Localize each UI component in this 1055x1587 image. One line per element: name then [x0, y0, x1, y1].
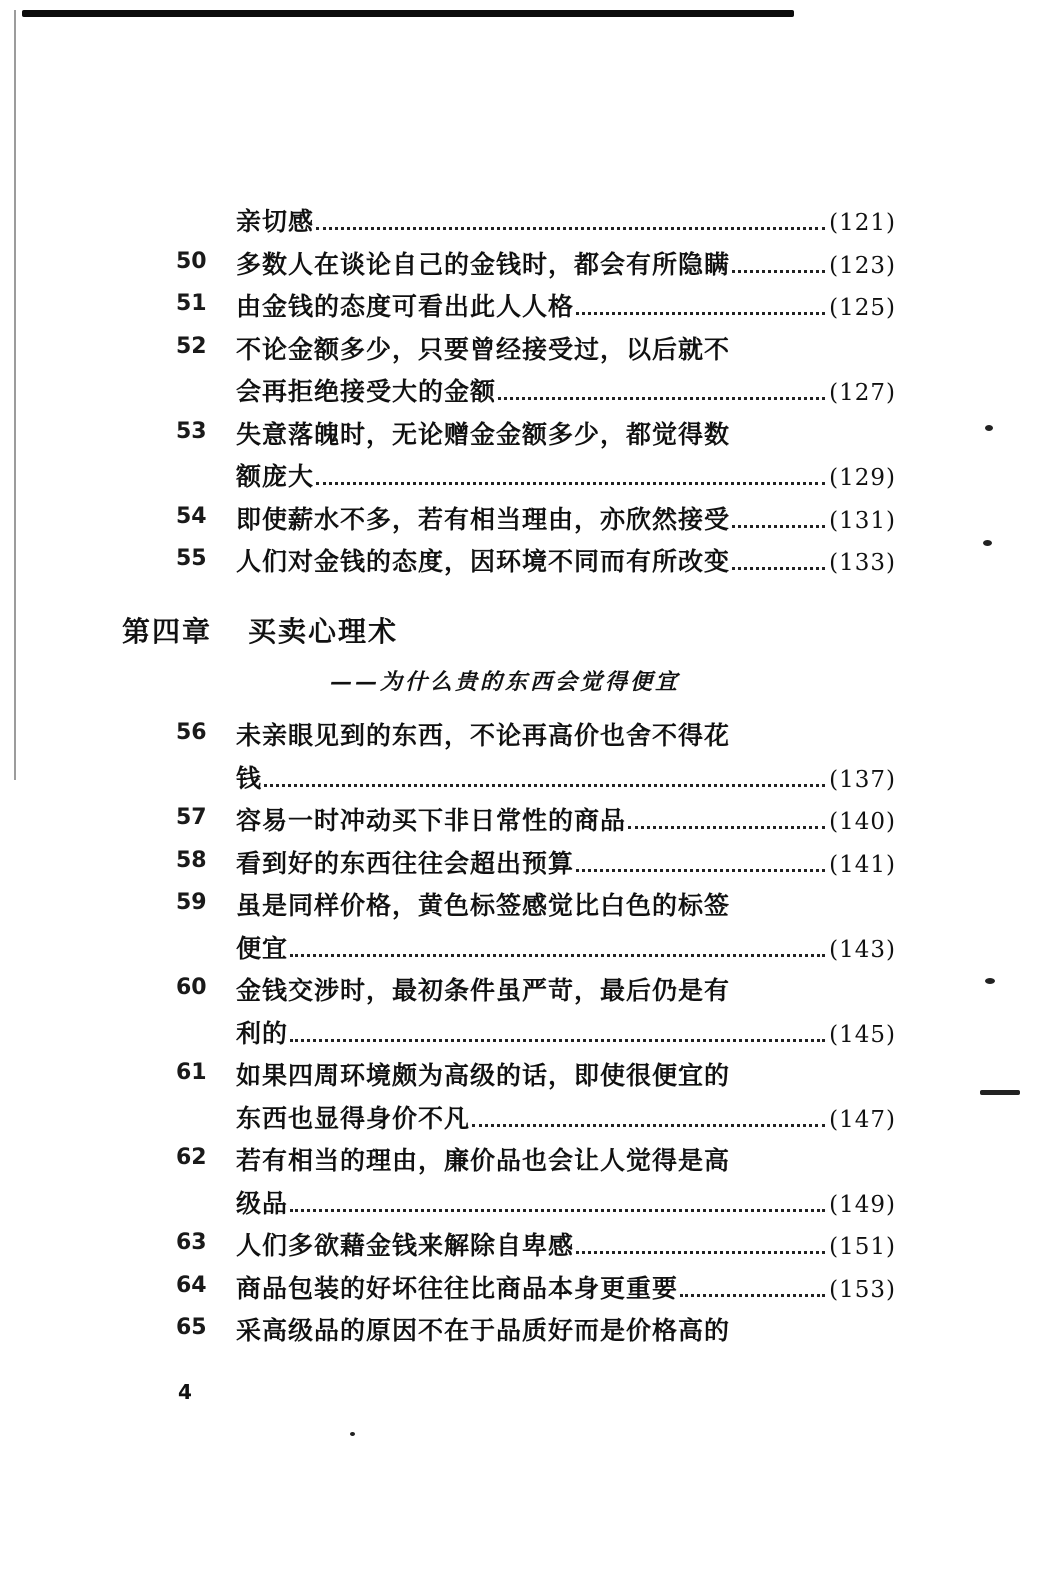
entry-text-line [236, 844, 896, 884]
entry-page-number: (141) [829, 851, 896, 878]
chapter-heading [122, 610, 398, 650]
entry-page-number: (143) [829, 936, 896, 963]
entry-title: 额庞大 [236, 462, 315, 491]
entry-number: 63 [176, 1230, 207, 1255]
entry-text-line [236, 716, 896, 756]
toc-entry-line [0, 1141, 1055, 1183]
entry-text-line [236, 801, 896, 841]
toc-entry-line [0, 202, 1055, 244]
dot-leader [576, 1251, 825, 1254]
entry-page-number: (123) [829, 252, 896, 279]
entry-page-number: (137) [829, 766, 896, 793]
scan-speck [980, 1090, 1020, 1095]
entry-number: 64 [176, 1272, 207, 1298]
entry-title: 看到好的东西往往会超出预算 [236, 848, 575, 878]
entry-text-line [236, 202, 896, 242]
entry-number: 56 [176, 720, 207, 745]
page-number: 4 [178, 1380, 192, 1404]
entry-text-line [236, 500, 896, 540]
dot-leader [628, 826, 825, 829]
entry-title: 人们对金钱的态度，因环境不同而有所改变 [236, 547, 731, 576]
entry-page-number: (153) [829, 1276, 896, 1303]
entry-title: 级品 [236, 1188, 289, 1218]
entry-title: 不论金额多少，只要曾经接受过，以后就不 [236, 334, 731, 364]
entry-title: 会再拒绝接受大的金额 [236, 377, 497, 406]
entry-page-number: (149) [829, 1191, 896, 1218]
dot-leader [290, 1209, 825, 1212]
entry-text-line [236, 372, 896, 412]
dot-leader [472, 1124, 825, 1127]
entry-title: 东西也显得身价不凡 [236, 1103, 471, 1133]
entry-text-line [236, 415, 896, 455]
entry-text-line [236, 1226, 896, 1266]
entry-text-line [236, 1184, 896, 1224]
toc-entry-line [0, 971, 1055, 1013]
dot-leader [316, 227, 825, 230]
entry-text-line [236, 1099, 896, 1139]
toc-entry-line [0, 500, 1055, 542]
toc-entry-line [0, 844, 1055, 886]
entry-number: 60 [176, 975, 207, 1000]
entry-text-line [236, 457, 896, 497]
dot-leader [264, 784, 825, 787]
entry-title: 商品包装的好坏往往比商品本身更重要 [236, 1273, 679, 1303]
entry-text-line [236, 971, 896, 1011]
entry-text-line [236, 245, 896, 285]
dot-leader [316, 482, 825, 485]
toc-entry-line [0, 415, 1055, 457]
dot-leader [290, 1039, 825, 1042]
entry-title: 采高级品的原因不在于品质好而是价格高的 [236, 1316, 731, 1345]
entry-title: 多数人在谈论自己的金钱时，都会有所隐瞒 [236, 249, 731, 279]
entry-text-line [236, 1014, 896, 1054]
toc-entry-line [0, 330, 1055, 372]
entry-page-number: (129) [829, 465, 896, 491]
entry-title: 失意落魄时，无论赠金金额多少，都觉得数 [236, 419, 731, 449]
entry-number: 57 [176, 805, 207, 830]
entry-text-line [236, 1311, 896, 1351]
dot-leader [290, 954, 825, 957]
entry-title: 人们多欲藉金钱来解除自卑感 [236, 1231, 575, 1260]
toc-entry-line [0, 1099, 1055, 1141]
entry-title: 如果四周环境颇为高级的话，即使很便宜的 [236, 1061, 731, 1090]
entry-title: 即使薪水不多，若有相当理由，亦欣然接受 [236, 504, 731, 534]
scan-speck [350, 1432, 355, 1436]
entry-number: 55 [176, 546, 207, 571]
entry-page-number: (140) [829, 809, 896, 835]
entry-number: 65 [176, 1315, 207, 1340]
entry-text-line [236, 542, 896, 582]
toc-entry-line [0, 1269, 1055, 1311]
entry-text-line [236, 929, 896, 969]
entry-title: 亲切感 [236, 207, 315, 236]
toc-entry-line [0, 1014, 1055, 1056]
entry-number: 61 [176, 1060, 207, 1085]
entry-number: 53 [176, 418, 207, 444]
toc-entry-line [0, 886, 1055, 928]
toc-entry-line [0, 801, 1055, 843]
scan-speck [983, 540, 992, 546]
chapter-title: 买卖心理术 [248, 615, 399, 648]
chapter-subtitle: ——为什么贵的东西会觉得便宜 [330, 669, 681, 695]
entry-page-number: (121) [829, 210, 896, 236]
entry-title: 虽是同样价格，黄色标签感觉比白色的标签 [236, 891, 731, 920]
entry-page-number: (131) [829, 507, 896, 534]
entry-number: 58 [176, 847, 207, 873]
toc-entry-line [0, 1311, 1055, 1353]
toc-entry-line [0, 287, 1055, 329]
entry-title: 便宜 [236, 933, 289, 963]
dot-leader [732, 525, 825, 528]
scan-speck [985, 978, 995, 984]
entry-page-number: (133) [829, 550, 896, 576]
toc-entry-line [0, 457, 1055, 499]
entry-text-line [236, 330, 896, 370]
toc-entry-line [0, 1226, 1055, 1268]
entry-page-number: (151) [829, 1234, 896, 1260]
entry-page-number: (125) [829, 295, 896, 321]
entry-page-number: (147) [829, 1106, 896, 1133]
dot-leader [498, 397, 825, 400]
entry-number: 52 [176, 333, 207, 359]
entry-title: 未亲眼见到的东西，不论再高价也舍不得花 [236, 721, 731, 750]
entry-number: 50 [176, 248, 207, 274]
entry-title: 金钱交涉时，最初条件虽严苛，最后仍是有 [236, 976, 731, 1005]
entry-title: 利的 [236, 1018, 289, 1048]
entry-text-line [236, 1056, 896, 1096]
toc-entry-line [0, 245, 1055, 287]
toc-entry-line [0, 716, 1055, 758]
chapter-label: 第四章 [122, 615, 213, 648]
entry-text-line [236, 287, 896, 327]
entry-text-line [236, 1141, 896, 1181]
entry-text-line [236, 1269, 896, 1309]
scan-speck [985, 425, 993, 431]
entry-page-number: (145) [829, 1021, 896, 1048]
toc-entry-line [0, 759, 1055, 801]
toc-entry-line [0, 542, 1055, 584]
dot-leader [680, 1294, 825, 1297]
toc-entry-line [0, 372, 1055, 414]
toc-entry-line [0, 1056, 1055, 1098]
entry-number: 54 [176, 503, 207, 529]
dot-leader [732, 567, 825, 570]
entry-page-number: (127) [829, 380, 896, 406]
entry-text-line [236, 886, 896, 926]
entry-text-line [236, 759, 896, 799]
toc-entry-line [0, 1184, 1055, 1226]
dot-leader [576, 312, 825, 315]
entry-title: 若有相当的理由，廉价品也会让人觉得是高 [236, 1146, 731, 1175]
entry-title: 钱 [236, 763, 263, 793]
dot-leader [576, 869, 825, 872]
entry-number: 51 [176, 291, 207, 316]
toc-entry-line [0, 929, 1055, 971]
entry-number: 59 [176, 890, 207, 915]
entry-number: 62 [176, 1145, 207, 1170]
dot-leader [732, 270, 825, 273]
entry-title: 由金钱的态度可看出此人人格 [236, 292, 575, 321]
entry-title: 容易一时冲动买下非日常性的商品 [236, 806, 627, 835]
